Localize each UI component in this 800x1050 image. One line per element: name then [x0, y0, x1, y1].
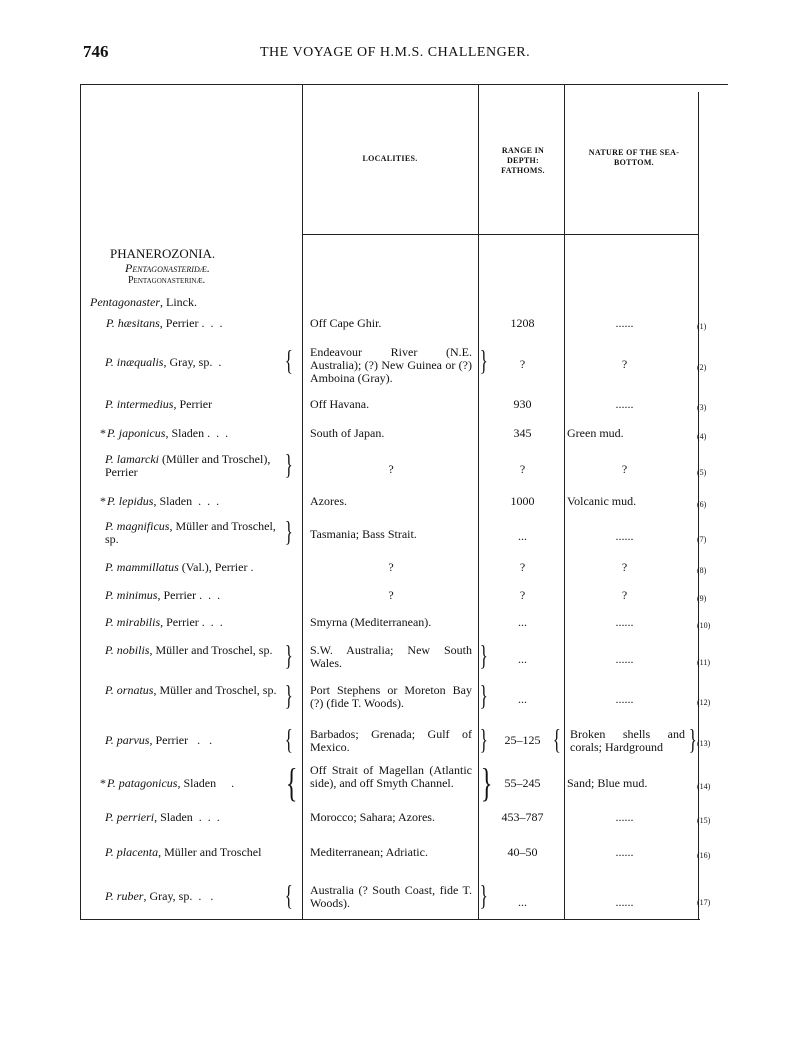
locality-header: LOCALITIES. — [362, 154, 418, 163]
bottom-cell: ? — [621, 560, 628, 574]
bottom-cell: ...... — [615, 652, 634, 666]
genus-name: Pentagonaster — [90, 295, 160, 309]
column-rule-locality — [478, 84, 479, 920]
right-brace: } — [284, 681, 293, 712]
depth-cell: 55–245 — [504, 776, 541, 790]
depth-cell: 453–787 — [501, 810, 544, 824]
species-cell: P. ruber, Gray, sp. . . — [105, 889, 214, 903]
note-cell: (7) — [697, 535, 707, 544]
locality-cell: South of Japan. — [310, 426, 385, 440]
family-heading: Pentagonasteridæ. — [125, 261, 210, 275]
running-title: THE VOYAGE OF H.M.S. CHALLENGER. — [260, 45, 531, 60]
locality-cell: Australia (? South Coast, fide T. Woods). — [310, 883, 472, 910]
species-cell: P. placenta, Müller and Troschel — [105, 845, 262, 859]
bottom-cell: ? — [621, 357, 628, 371]
depth-cell: ? — [519, 357, 526, 371]
species-table — [80, 84, 728, 920]
species-cell: P. nobilis, Müller and Troschel, sp. — [105, 643, 273, 657]
bottom-header: NATURE OF THE SEA-BOTTOM. — [588, 148, 680, 167]
order-heading: PHANEROZONIA. — [110, 246, 216, 261]
right-brace: } — [688, 725, 697, 756]
species-cell: P. parvus, Perrier . . — [105, 733, 213, 747]
left-brace: { — [285, 760, 298, 805]
species-cell: P. minimus, Perrier . . . — [105, 588, 221, 602]
bottom-cell: Broken shells and corals; Hardground — [570, 727, 685, 754]
bottom-cell: ...... — [615, 316, 634, 330]
depth-cell: 345 — [513, 426, 532, 440]
species-cell: P. inæqualis, Gray, sp. . — [105, 355, 222, 369]
note-cell: (16) — [697, 851, 711, 860]
genus-heading — [90, 295, 197, 310]
bottom-cell: ...... — [615, 397, 634, 411]
depth-cell: ? — [519, 588, 526, 602]
bottom-cell: Volcanic mud. — [567, 494, 637, 508]
locality-cell: ? — [388, 462, 394, 476]
left-brace: { — [284, 881, 293, 912]
note-cell: (8) — [697, 566, 707, 575]
species-cell: P. mirabilis, Perrier . . . — [105, 615, 223, 629]
note-cell: (2) — [697, 363, 707, 372]
locality-cell: ? — [388, 560, 394, 574]
note-cell: (15) — [697, 816, 711, 825]
note-cell: (9) — [697, 594, 707, 603]
species-cell: P. magnificus, Müller and Troschel, sp. — [105, 519, 276, 546]
locality-cell: Barbados; Grenada; Gulf of Mexico. — [310, 727, 472, 754]
bottom-cell: ...... — [615, 692, 634, 706]
bottom-cell: ...... — [615, 615, 634, 629]
species-cell: P. hæsitans, Perrier . . . — [106, 316, 223, 330]
right-brace: } — [479, 881, 488, 912]
locality-cell: Endeavour River (N.E. Australia); (?) New Guinea or (?) Amboina (Gray). — [310, 345, 472, 385]
right-brace: } — [479, 725, 488, 756]
depth-cell: ... — [518, 652, 527, 666]
note-cell: (5) — [697, 468, 707, 477]
right-brace: } — [284, 450, 293, 481]
note-cell: (1) — [697, 322, 707, 331]
depth-cell: 1000 — [510, 494, 535, 508]
right-brace: } — [479, 681, 488, 712]
locality-cell: Mediterranean; Adriatic. — [310, 845, 428, 859]
left-brace: { — [552, 725, 561, 756]
depth-cell: ... — [518, 895, 527, 909]
note-cell: (6) — [697, 500, 707, 509]
bottom-cell: ...... — [615, 895, 634, 909]
species-cell: P. perrieri, Sladen . . . — [105, 810, 220, 824]
table-top-rule — [80, 84, 728, 85]
locality-cell: Off Havana. — [310, 397, 370, 411]
left-brace: { — [284, 346, 293, 377]
locality-cell: Off Cape Ghir. — [310, 316, 382, 330]
depth-cell: ... — [518, 692, 527, 706]
page-number: 746 — [83, 42, 109, 61]
locality-cell: ? — [388, 588, 394, 602]
bottom-cell: ? — [621, 462, 628, 476]
depth-header: RANGE IN DEPTH: FATHOMS. — [501, 146, 545, 175]
species-cell: P. lamarcki (Müller and Troschel), Perrier — [105, 452, 271, 479]
depth-cell: 1208 — [510, 316, 535, 330]
species-cell: *P. japonicus, Sladen . . . — [100, 426, 229, 440]
note-cell: (3) — [697, 403, 707, 412]
right-brace: } — [479, 641, 488, 672]
header-rule — [302, 234, 698, 235]
note-cell: (14) — [697, 782, 711, 791]
right-brace: } — [284, 641, 293, 672]
bottom-cell: ...... — [615, 845, 634, 859]
species-cell: P. intermedius, Perrier — [105, 397, 213, 411]
locality-cell: S.W. Australia; New South Wales. — [310, 643, 472, 670]
column-rule-species — [302, 84, 303, 920]
bottom-cell: ...... — [615, 529, 634, 543]
species-cell: *P. lepidus, Sladen . . . — [100, 494, 220, 508]
bottom-cell: ...... — [615, 810, 634, 824]
bottom-cell: Green mud. — [567, 426, 624, 440]
note-cell: (13) — [697, 739, 711, 748]
depth-cell: ? — [519, 462, 526, 476]
locality-cell: Azores. — [310, 494, 347, 508]
depth-cell: ... — [518, 529, 527, 543]
depth-cell: 930 — [513, 397, 532, 411]
table-bottom-rule — [80, 919, 700, 920]
species-cell: P. mammillatus (Val.), Perrier . — [105, 560, 254, 574]
locality-cell: Tasmania; Bass Strait. — [310, 527, 417, 541]
depth-cell: 25–125 — [504, 733, 541, 747]
note-cell: (4) — [697, 432, 707, 441]
right-brace: } — [479, 346, 488, 377]
subfamily-heading: Pentagonasterinæ. — [128, 275, 206, 286]
bottom-cell: Sand; Blue mud. — [567, 776, 648, 790]
note-cell: (10) — [697, 621, 711, 630]
locality-cell: Morocco; Sahara; Azores. — [310, 810, 435, 824]
note-cell: (12) — [697, 698, 711, 707]
depth-cell: 40–50 — [507, 845, 538, 859]
note-cell: (11) — [697, 658, 711, 667]
locality-cell: Port Stephens or Moreton Bay (?) (fide T. Woods). — [310, 683, 472, 710]
species-cell: P. ornatus, Müller and Troschel, sp. — [105, 683, 277, 697]
left-brace: { — [284, 725, 293, 756]
right-brace: } — [284, 517, 293, 548]
column-rule-left — [80, 84, 81, 920]
right-brace: } — [480, 760, 493, 805]
note-cell: (17) — [697, 898, 711, 907]
genus-author: , Linck. — [160, 295, 197, 309]
locality-cell: Smyrna (Mediterranean). — [310, 615, 432, 629]
bottom-cell: ? — [621, 588, 628, 602]
species-cell: *P. patagonicus, Sladen . — [100, 776, 235, 790]
depth-cell: ... — [518, 615, 527, 629]
depth-cell: ? — [519, 560, 526, 574]
locality-cell: Off Strait of Magellan (Atlantic side), and off Smyth Channel. — [310, 763, 472, 790]
